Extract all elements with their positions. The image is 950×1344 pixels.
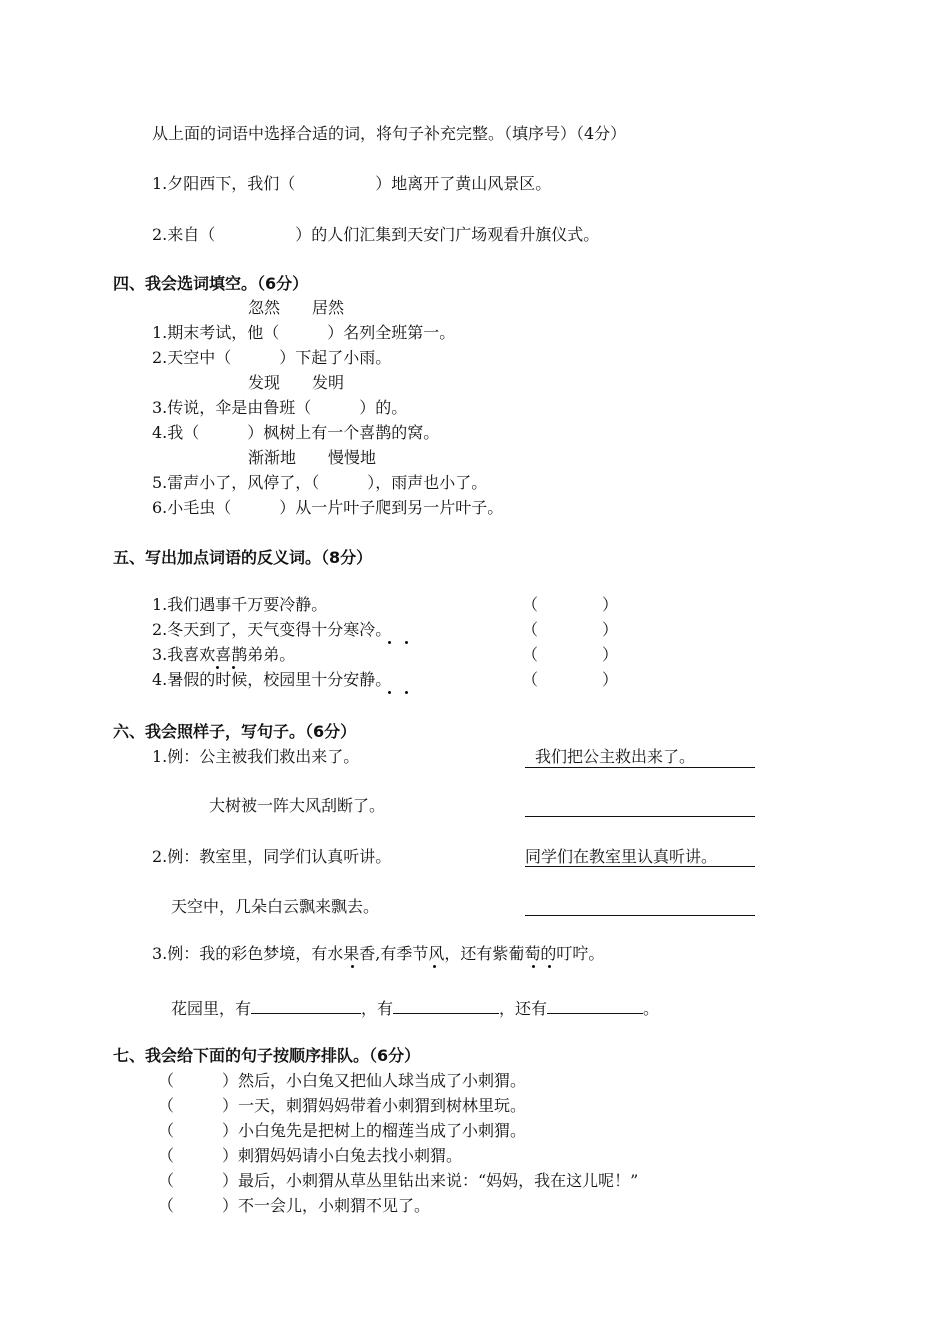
section5-heading: 五、写出加点词语的反义词。（8分） (113, 548, 373, 567)
emphasis-dot (388, 641, 391, 644)
section7-item-1: （ ）然后，小白兔又把仙人球当成了小刺猬。 (158, 1071, 527, 1090)
section5-item-3: 3.我喜欢喜鹊弟弟。 (152, 645, 296, 664)
section6-example-2-answer: 同学们在教室里认真听讲。 (525, 847, 718, 866)
section5-answer-3: （ ） (522, 645, 619, 664)
section7-item-2: （ ）一天，刺猬妈妈带着小刺猬到树林里玩。 (158, 1096, 527, 1115)
section7-item-4: （ ）刺猬妈妈请小白兔去找小刺猬。 (158, 1146, 463, 1165)
section4-question-5: 5.雷声小了，风停了，（ ），雨声也小了。 (152, 473, 488, 492)
section6-question-2: 天空中，几朵白云飘来飘去。 (171, 897, 380, 916)
emphasis-dot (216, 666, 219, 669)
section7-item-5: （ ）最后，小刺猬从草丛里钻出来说：“妈妈，我在这儿呢！” (158, 1171, 639, 1190)
section5-answer-1: （ ） (522, 595, 619, 614)
section5-item-1: 1.我们遇事千万要冷静。 (152, 595, 328, 614)
section4-question-4: 4.我（ ）枫树上有一个喜鹊的窝。 (152, 423, 440, 442)
section5-answer-4: （ ） (522, 670, 619, 689)
section6-example-1: 1.例：公主被我们救出来了。 (152, 747, 360, 766)
q3-part-3: ，还有 (499, 999, 548, 1018)
section4-heading: 四、我会选词填空。（6分） (113, 274, 309, 293)
section6-question-3 (171, 997, 659, 1019)
section5-answer-2: （ ） (522, 620, 619, 639)
section4-word-group-2: 发现 发明 (248, 373, 345, 392)
section6-example-3: 3.例：我的彩色梦境，有水果香,有季节风，还有紫葡萄的叮咛。 (152, 944, 605, 963)
section4-question-2: 2.天空中（ ）下起了小雨。 (152, 348, 392, 367)
answer-line (525, 866, 755, 867)
section5-item-4: 4.暑假的时候，校园里十分安静。 (152, 670, 392, 689)
emphasis-dot (548, 965, 551, 968)
section6-heading: 六、我会照样子，写句子。（6分） (113, 722, 357, 741)
section4-question-1: 1.期末考试，他（ ）名列全班第一。 (152, 323, 456, 342)
answer-blank[interactable] (393, 997, 499, 1014)
q3-part-4: 。 (643, 999, 660, 1018)
section6-question-1: 大树被一阵大风刮断了。 (209, 796, 386, 815)
section7-item-3: （ ）小白兔先是把树上的榴莲当成了小刺猬。 (158, 1121, 527, 1140)
q3-part-2: ，有 (361, 999, 394, 1018)
q3-part-1: 花园里，有 (171, 999, 252, 1018)
section3-question-1: 1.夕阳西下，我们（ ）地离开了黄山风景区。 (152, 174, 552, 193)
section4-word-group-1: 忽然 居然 (248, 298, 345, 317)
emphasis-dot (232, 666, 235, 669)
section3-instruction: 从上面的词语中选择合适的词，将句子补充完整。（填序号）（4分） (152, 124, 627, 143)
emphasis-dot (405, 641, 408, 644)
emphasis-dot (405, 691, 408, 694)
section5-item-2: 2.冬天到了，天气变得十分寒冷。 (152, 620, 392, 639)
answer-line (525, 767, 755, 768)
answer-line[interactable] (525, 915, 755, 916)
emphasis-dot (388, 691, 391, 694)
answer-line[interactable] (525, 816, 755, 817)
answer-blank[interactable] (251, 997, 361, 1014)
emphasis-dot (433, 965, 436, 968)
section6-example-2: 2.例：教室里，同学们认真听讲。 (152, 847, 392, 866)
section7-heading: 七、我会给下面的句子按顺序排队。（6分） (113, 1046, 421, 1065)
section7-item-6: （ ）不一会儿，小刺猬不见了。 (158, 1196, 431, 1215)
emphasis-dot (532, 965, 535, 968)
section3-question-2: 2.来自（ ）的人们汇集到天安门广场观看升旗仪式。 (152, 225, 600, 244)
section4-question-6: 6.小毛虫（ ）从一片叶子爬到另一片叶子。 (152, 498, 504, 517)
section4-question-3: 3.传说，伞是由鲁班（ ）的。 (152, 398, 408, 417)
emphasis-dot (351, 965, 354, 968)
section6-example-1-answer: 我们把公主救出来了。 (535, 747, 696, 766)
section4-word-group-3: 渐渐地 慢慢地 (248, 448, 377, 467)
answer-blank[interactable] (547, 997, 643, 1014)
